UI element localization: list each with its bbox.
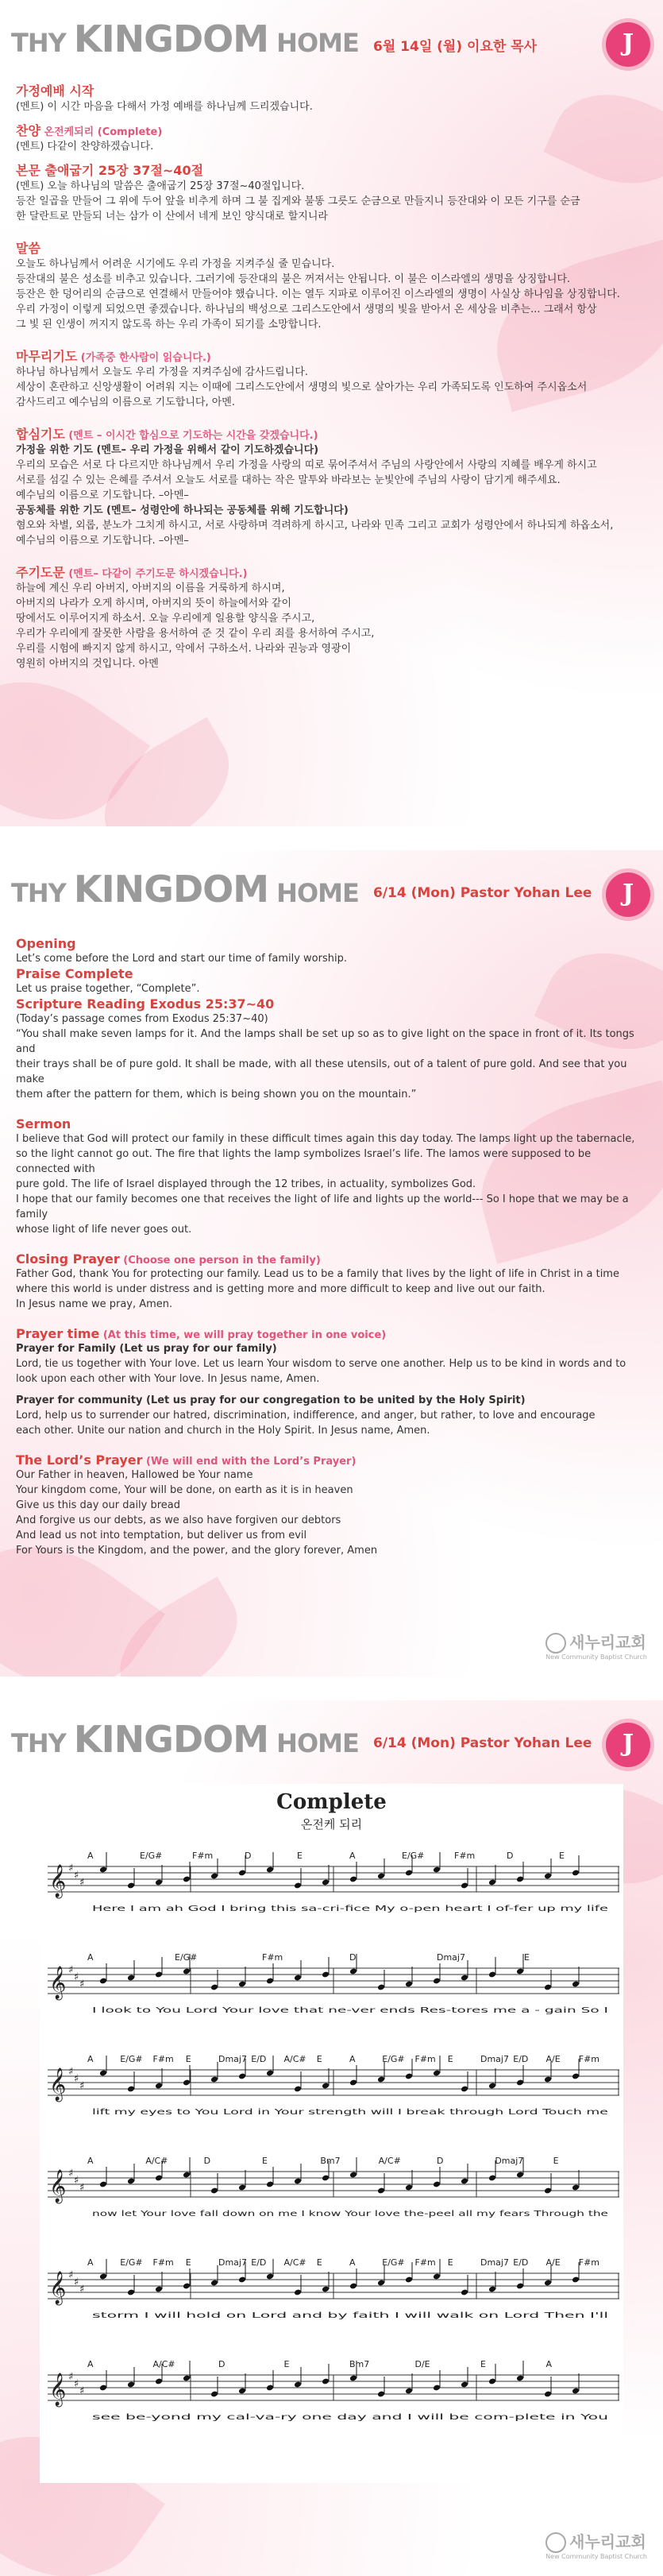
- community-prayer-line: Lord, help us to surrender our hatred, discrimination, indifference, and anger, but rather, to love and encourage: [16, 1410, 596, 1421]
- sermon-line: I believe that God will protect our family in these difficult times again this day today. The lamps light up the tabernacle,: [16, 1133, 635, 1145]
- chord-label: E: [480, 2359, 486, 2369]
- chord-label: E: [283, 2359, 290, 2369]
- chord-label: E: [447, 2054, 453, 2064]
- chord-label: A: [87, 2359, 94, 2369]
- lords-prayer-line: And lead us not into temptation, but deliver us from evil: [16, 1530, 307, 1541]
- chord-label: Dmaj7: [480, 2054, 509, 2064]
- chord-label: D: [203, 2156, 211, 2166]
- lords-prayer-line: 우리가 우리에게 잘못한 사람을 용서하여 준 것 같이 우리 죄를 용서하여 주시고,: [16, 628, 375, 640]
- lyric-line: lift my eyes to You Lord in Your strength will I break through Lord Touch me: [92, 2108, 608, 2117]
- sermon-line: pure gold. The life of Israel displayed through the 12 tribes, in actuality, symbolizes God.: [16, 1178, 476, 1190]
- chord-label: A: [87, 2156, 94, 2166]
- scripture-line: 한 달란트로 만들되 너는 삼가 이 산에서 네게 보인 양식대로 할지니라: [16, 211, 328, 222]
- chord-label: A/C#: [145, 2156, 168, 2166]
- closing-prayer-title: Closing Prayer (Choose one person in the family): [16, 1251, 321, 1267]
- chord-label: A: [87, 1851, 94, 1861]
- chord-label: A/C#: [378, 2156, 401, 2166]
- chord-label: E/G#: [120, 2054, 143, 2064]
- chord-label: A: [87, 1952, 94, 1963]
- chord-label: A: [87, 2054, 94, 2064]
- chord-label: A: [545, 2359, 553, 2369]
- sharp-icon: ♯: [68, 2269, 74, 2281]
- j-logo-icon: J: [606, 22, 650, 67]
- chord-label: E: [316, 2054, 322, 2064]
- chord-label: E/G#: [382, 2054, 405, 2064]
- chord-label: E/G#: [120, 2257, 143, 2268]
- lyric-line: now let Your love fall down on me I know Your love the-peel all my fears Through the: [92, 2210, 608, 2218]
- chord-label: Dmaj7: [495, 2156, 524, 2166]
- sharp-icon: ♯: [74, 2073, 79, 2085]
- scripture-line: (멘트) 오늘 하나님의 말씀은 출애굽기 25장 37절~40절입니다.: [16, 180, 305, 192]
- chord-label: A: [87, 2257, 94, 2268]
- lyric-line: see be-yond my cal-va-ry one day and I will be com-plete in You: [92, 2413, 608, 2422]
- header: [11, 14, 663, 62]
- chord-label: F#m: [152, 2054, 174, 2064]
- chord-label: A/E: [545, 2257, 561, 2268]
- scripture-line: (Today’s passage comes from Exodus 25:37~40): [16, 1013, 268, 1025]
- treble-clef-icon: 𝄞: [49, 1967, 67, 1999]
- sermon-line: 등잔은 한 덩어리의 순금으로 연결해서 만들어야 했습니다. 이는 열두 지파로 이루어진 이스라엘의 생명이 사실상 하나임을 상징합니다.: [16, 288, 620, 300]
- scripture-line: “You shall make seven lamps for it. And the lamps shall be set up so as to give light on the space in front of it. Its tongs and: [16, 1028, 634, 1055]
- sharp-icon: ♯: [79, 2080, 85, 2092]
- sermon-line: 우리 가정이 이렇게 되었으면 좋겠습니다. 하나님의 백성으로 그리스도안에서 생명의 빛을 받아서 온 세상을 비추는... 그래서 항상: [16, 304, 597, 315]
- church-logo: 새누리교회 New Community Baptist Church: [545, 2532, 647, 2560]
- lords-prayer-line: For Yours is the Kingdom, and the power, and the glory forever, Amen: [16, 1545, 378, 1557]
- chord-label: F#m: [454, 1851, 476, 1861]
- chord-label: E: [262, 2156, 268, 2166]
- praise-title: 찬양 온전케되리 (Complete): [16, 123, 163, 138]
- treble-clef-icon: 𝄞: [49, 2170, 67, 2203]
- sermon-line: 등잔대의 불은 성소를 비추고 있습니다. 그러기에 등잔대의 불은 꺼져서는 안됩니다. 이 불은 이스라엘의 생명을 상징합니다.: [16, 273, 571, 285]
- chord-label: E: [553, 2156, 559, 2166]
- treble-clef-icon: 𝄞: [49, 1865, 67, 1897]
- opening-text: (멘트) 이 시간 마음을 다해서 가정 예배를 하나님께 드리겠습니다.: [16, 101, 313, 113]
- praise-text: (멘트) 다같이 찬양하겠습니다.: [16, 141, 154, 153]
- opening-title: Opening: [16, 936, 76, 951]
- closing-line: In Jesus name we pray, Amen.: [16, 1298, 173, 1310]
- korean-panel: [0, 0, 663, 826]
- closing-prayer-title: 마무리기도 (가족중 한사람이 읽습니다.): [16, 349, 211, 364]
- score-panel: [0, 1700, 663, 2576]
- sermon-line: I hope that our family becomes one that receives the light of life and lights up the world--- So I hope that we may be a family: [16, 1193, 629, 1220]
- closing-line: 하나님 하나님께서 오늘도 우리 가정을 지켜주심에 감사드립니다.: [16, 366, 308, 378]
- family-prayer-title: Prayer for Family (Let us pray for our family): [16, 1343, 277, 1355]
- sermon-line: 그 빛 된 인생이 꺼지지 않도록 하는 우리 가족이 되기를 소망합니다.: [16, 319, 322, 331]
- chord-label: E: [447, 2257, 453, 2268]
- chord-label: E/D: [513, 2054, 529, 2064]
- sharp-icon: ♯: [74, 2378, 79, 2390]
- chord-label: A: [349, 1851, 356, 1861]
- sharp-icon: ♯: [68, 2371, 74, 2383]
- sermon-title: Sermon: [16, 1116, 71, 1131]
- chord-label: E/G#: [140, 1851, 163, 1861]
- chord-label: F#m: [152, 2257, 174, 2268]
- chord-label: E: [524, 1952, 530, 1963]
- brand-logotype: THY KINGDOM HOME: [11, 1718, 359, 1761]
- scripture-title: Scripture Reading Exodus 25:37~40: [16, 996, 275, 1011]
- chord-label: Bm7: [349, 2359, 370, 2369]
- chord-label: F#m: [414, 2054, 436, 2064]
- scripture-line: 등잔 일곱을 만들어 그 위에 두어 앞을 비추게 하며 그 불 집게와 불똥 그릇도 순금으로 만들지니 등잔대와 이 모든 기구를 순금: [16, 195, 580, 207]
- chord-label: E/G#: [382, 2257, 405, 2268]
- sharp-icon: ♯: [74, 2276, 79, 2288]
- lords-prayer-line: 아버지의 나라가 오게 하시며, 아버지의 뜻이 하늘에서와 같이: [16, 598, 292, 609]
- community-prayer-title: 공동체를 위한 기도 (멘트– 성령안에 하나되는 공동체를 위해 기도합니다): [16, 505, 349, 516]
- community-prayer-line: 혐오와 차별, 외롭, 분노가 그치게 하시고, 서로 사랑하며 격려하게 하시고, 나라와 민족 그리고 교회가 성령안에서 하나되게 하옵소서,: [16, 520, 614, 532]
- english-content: [16, 936, 644, 1558]
- chord-label: F#m: [578, 2257, 600, 2268]
- family-prayer-line: look upon each other with Your love. In Jesus name, Amen.: [16, 1373, 320, 1385]
- church-mark-icon: [545, 2532, 566, 2553]
- opening-text: Let’s come before the Lord and start our time of family worship.: [16, 953, 347, 965]
- chord-label: E/D: [251, 2054, 267, 2064]
- closing-line: Father God, thank You for protecting our family. Lead us to be a family that lives by the light of life in Christ in a time: [16, 1268, 619, 1280]
- prayer-time-title: Prayer time (At this time, we will pray together in one voice): [16, 1326, 387, 1341]
- j-logo-icon: J: [606, 872, 650, 917]
- lords-prayer-line: 하늘에 계신 우리 아버지, 아버지의 이름을 거룩하게 하시며,: [16, 582, 285, 594]
- treble-clef-icon: 𝄞: [49, 2272, 67, 2304]
- worship-date: 6/14 (Mon) Pastor Yohan Lee: [373, 1735, 592, 1751]
- family-prayer-line: 예수님의 이름으로 기도합니다. –아멘–: [16, 489, 189, 501]
- chord-label: D: [437, 2156, 444, 2166]
- church-logo: 새누리교회 New Community Baptist Church: [545, 1632, 647, 1661]
- lords-prayer-line: Give us this day our daily bread: [16, 1499, 181, 1511]
- closing-line: 감사드리고 예수님의 이름으로 기도합니다, 아멘.: [16, 396, 235, 408]
- chord-label: E: [185, 2257, 191, 2268]
- closing-line: where this world is under distress and is getting more and more difficult to keep and live out our faith.: [16, 1283, 545, 1295]
- lords-prayer-title: 주기도문 (멘트– 다같이 주기도문 하시겠습니다.): [16, 565, 248, 580]
- treble-clef-icon: 𝄞: [49, 2373, 67, 2406]
- scripture-line: their trays shall be of pure gold. It shall be made, with all these utensils, out of a talent of pure gold. And see that you make: [16, 1058, 627, 1085]
- chord-label: E: [559, 1851, 565, 1861]
- sharp-icon: ♯: [68, 1964, 74, 1976]
- sermon-title: 말씀: [16, 241, 40, 256]
- sharp-icon: ♯: [79, 2284, 85, 2296]
- opening-title: 가정예배 시작: [16, 83, 94, 99]
- worship-date: 6/14 (Mon) Pastor Yohan Lee: [373, 885, 592, 901]
- family-prayer-line: 우리의 모습은 서로 다 다르지만 하나님께서 우리 가정을 사랑의 띠로 묶어주셔서 주님의 사랑안에서 사랑의 지혜를 배우게 하시고: [16, 459, 597, 471]
- chord-label: D: [245, 1851, 252, 1861]
- header: [11, 864, 663, 912]
- chord-label: F#m: [578, 2054, 600, 2064]
- chord-label: Bm7: [320, 2156, 341, 2166]
- chord-label: E/G#: [175, 1952, 198, 1963]
- sharp-icon: ♯: [74, 1971, 79, 1983]
- family-prayer-title: 가정을 위한 기도 (멘트– 우리 가정을 위해서 같이 기도하겠습니다): [16, 444, 319, 456]
- prayer-time-title: 합심기도 (멘트 – 이시간 합심으로 기도하는 시간을 갖겠습니다.): [16, 427, 318, 442]
- lords-prayer-line: Our Father in heaven, Hallowed be Your name: [16, 1469, 253, 1481]
- chord-label: Dmaj7: [480, 2257, 509, 2268]
- chord-label: E/G#: [402, 1851, 425, 1861]
- chord-label: A/C#: [283, 2054, 306, 2064]
- sharp-icon: ♯: [74, 1870, 79, 1882]
- praise-text: Let us praise together, “Complete”.: [16, 983, 200, 995]
- music-staves: [40, 1839, 623, 2475]
- lords-prayer-line: And forgive us our debts, as we also have forgiven our debtors: [16, 1514, 341, 1526]
- j-logo-icon: J: [606, 1723, 650, 1767]
- chord-label: A: [349, 2054, 356, 2064]
- lords-prayer-line: 우리를 시험에 빠지지 않게 하시고, 악에서 구하소서. 나라와 권능과 영광이: [16, 643, 352, 655]
- sharp-icon: ♯: [79, 2385, 85, 2397]
- community-prayer-line: 예수님의 이름으로 기도합니다. –아멘–: [16, 535, 189, 547]
- scripture-title: 본문 출애굽기 25장 37절~40절: [16, 163, 204, 178]
- chord-label: E: [316, 2257, 322, 2268]
- chord-label: D: [218, 2359, 225, 2369]
- chord-label: D: [349, 1952, 357, 1963]
- song-title: Complete: [276, 1790, 387, 1814]
- chord-label: D/E: [414, 2359, 430, 2369]
- chord-label: Dmaj7: [437, 1952, 465, 1963]
- korean-content: [16, 81, 644, 671]
- chord-label: D: [507, 1851, 514, 1861]
- chord-label: Dmaj7: [218, 2054, 247, 2064]
- chord-label: E: [297, 1851, 303, 1861]
- english-panel: [0, 850, 663, 1677]
- sheet-music: [40, 1784, 623, 2483]
- community-prayer-title: Prayer for community (Let us pray for our congregation to be united by the Holy Spirit): [16, 1394, 526, 1406]
- sharp-icon: ♯: [68, 2066, 74, 2078]
- chord-label: F#m: [414, 2257, 436, 2268]
- brand-logotype: THY KINGDOM HOME: [11, 868, 359, 911]
- lyric-line: Here I am ah God I bring this sa-cri-fice My o-pen heart I of-fer up my life: [92, 1905, 608, 1913]
- lords-prayer-title: The Lord’s Prayer (We will end with the Lord’s Prayer): [16, 1452, 357, 1468]
- lyric-line: I look to You Lord Your love that ne-ver ends Res-tores me a - gain So I: [92, 2006, 608, 2015]
- family-prayer-line: Lord, tie us together with Your love. Let us learn Your wisdom to serve one another. Help us to be kind in words and to: [16, 1358, 626, 1370]
- brand-logotype: THY KINGDOM HOME: [11, 17, 359, 60]
- worship-date: 6월 14일 (월) 이요한 목사: [373, 39, 538, 55]
- header: [11, 1715, 663, 1762]
- chord-label: E/D: [251, 2257, 267, 2268]
- treble-clef-icon: 𝄞: [49, 2068, 67, 2101]
- community-prayer-line: each other. Unite our nation and church in the Holy Spirit. In Jesus name, Amen.: [16, 1425, 430, 1437]
- sermon-line: 오늘도 하나님께서 어려운 시기에도 우리 가정을 지켜주실 줄 믿습니다.: [16, 258, 335, 270]
- family-prayer-line: 서로를 섬길 수 있는 은혜를 주셔서 오늘도 서로를 대하는 작은 말투와 바라보는 눈빛안에 주님의 사랑이 담기게 해주세요.: [16, 474, 561, 486]
- scripture-line: them after the pattern for them, which is being shown you on the mountain.”: [16, 1089, 417, 1100]
- song-subtitle: 온전케 되리: [300, 1817, 363, 1831]
- chord-label: Dmaj7: [218, 2257, 247, 2268]
- sharp-icon: ♯: [79, 1978, 85, 1990]
- lords-prayer-line: Your kingdom come, Your will be done, on earth as it is in heaven: [16, 1484, 353, 1496]
- lyric-line: storm I will hold on Lord and by faith I will walk on Lord Then I'll: [92, 2311, 608, 2320]
- sharp-icon: ♯: [79, 2182, 85, 2194]
- sermon-line: so the light cannot go out. The fire that lights the lamp symbolizes Israel’s life. The lamos were supposed to be connected with: [16, 1148, 592, 1175]
- chord-label: A/E: [545, 2054, 561, 2064]
- chord-label: A: [349, 2257, 356, 2268]
- sharp-icon: ♯: [68, 2168, 74, 2180]
- sharp-icon: ♯: [79, 1877, 85, 1889]
- sharp-icon: ♯: [68, 1862, 74, 1874]
- chord-label: F#m: [262, 1952, 283, 1963]
- sharp-icon: ♯: [74, 2175, 79, 2187]
- closing-line: 세상이 혼란하고 신앙생활이 어려워 지는 이때에 그리스도안에서 생명의 빛으로 살아가는 우리 가족되도록 인도하여 주시옵소서: [16, 381, 588, 393]
- praise-title: Praise Complete: [16, 966, 133, 981]
- chord-label: F#m: [192, 1851, 214, 1861]
- church-mark-icon: [545, 1633, 566, 1654]
- lords-prayer-line: 땅에서도 이루어지게 하소서. 오늘 우리에게 일용할 양식을 주시고,: [16, 613, 315, 625]
- chord-label: A/C#: [152, 2359, 175, 2369]
- chord-label: A/C#: [283, 2257, 306, 2268]
- chord-label: E: [185, 2054, 191, 2064]
- lords-prayer-line: 영원히 아버지의 것입니다. 아멘: [16, 658, 159, 670]
- sermon-line: whose light of life never goes out.: [16, 1224, 192, 1236]
- chord-label: E/D: [513, 2257, 529, 2268]
